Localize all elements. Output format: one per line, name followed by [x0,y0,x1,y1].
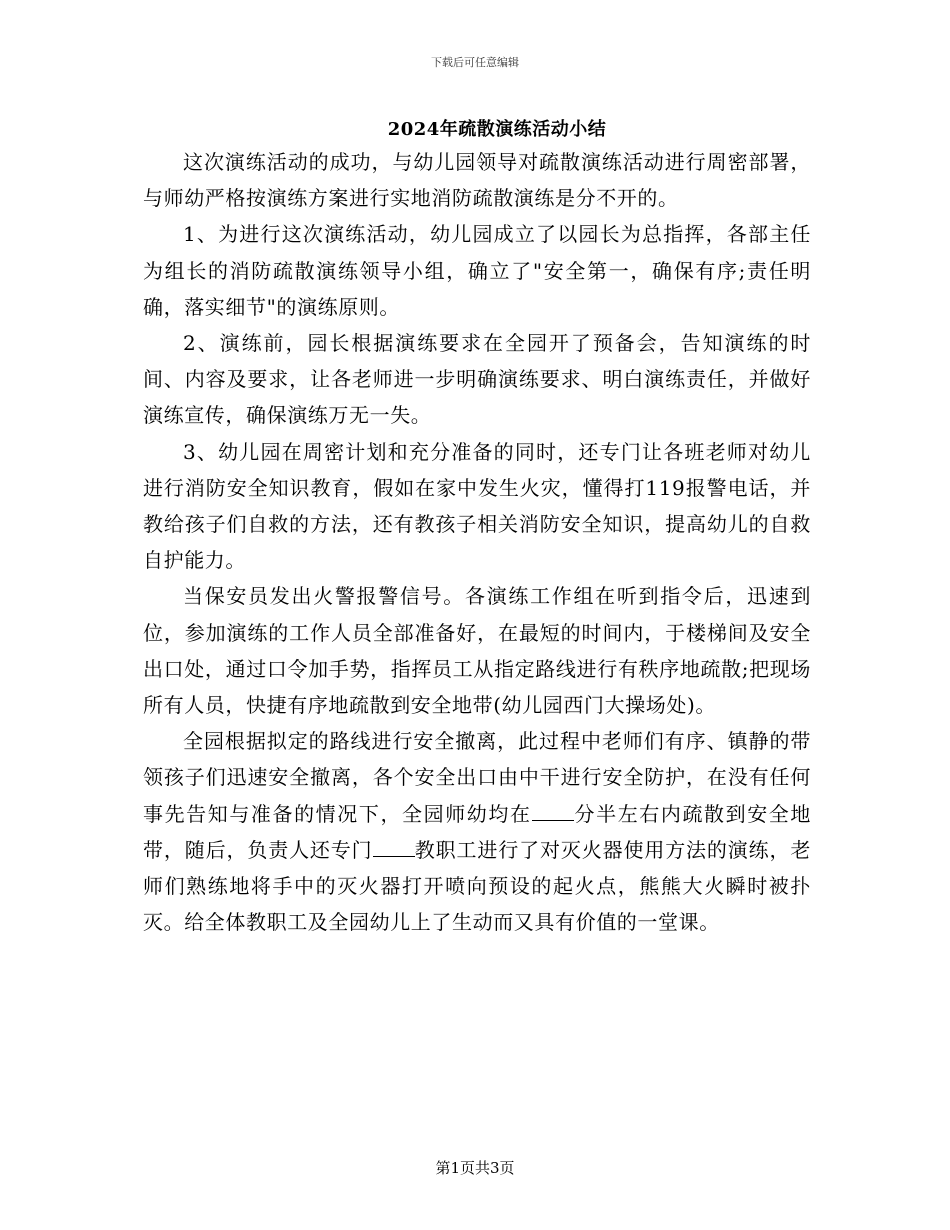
document-title: 2024年疏散演练活动小结 [387,119,607,140]
paragraph-intro: 这次演练活动的成功，与幼儿园领导对疏散演练活动进行周密部署，与师幼严格按演练方案进行实地消防疏散演练是分不开的。 [143,150,811,211]
paragraph-1: 1、为进行这次演练活动，幼儿园成立了以园长为总指挥，各部主任为组长的消防疏散演练领导小组，确立了"安全第一，确保有序;责任明确，落实细节"的演练原则。 [143,222,811,319]
document-body [143,144,811,940]
paragraph-5-part1: 全园根据拟定的路线进行安全撤离，此过程中老师们有序、镇静的带领孩子们迅速安全撤离，各个安全出口由中干进行安全防护，在没有任何事先告知与准备的情况下，全园师幼均在 [143,729,811,826]
page-indicator: 第1页共3页 [435,1159,515,1177]
fill-in-blank-1 [532,802,574,821]
paragraph-2: 2、演练前，园长根据演练要求在全园开了预备会，告知演练的时间、内容及要求，让各老师进一步明确演练要求、明白演练责任，并做好演练宣传，确保演练万无一失。 [143,331,811,428]
paragraph-5-part2: 分半左右内疏散到安全地带，随后，负责人还专门 [143,801,811,862]
paragraph-5-part3: 教职工进行了对灭火器使用方法的演练，老师们熟练地将手中的灭火器打开喷向预设的起火点，熊熊大火瞬时被扑灭。给全体教职工及全园幼儿上了生动而又具有价值的一堂课。 [143,837,811,935]
paragraph-5 [143,723,811,940]
fill-in-blank-2 [373,838,415,857]
header-note: 下载后可任意编辑 [431,56,519,69]
paragraph-3: 3、幼儿园在周密计划和充分准备的同时，还专门让各班老师对幼儿进行消防安全知识教育，假如在家中发生火灾，懂得打119报警电话，并教给孩子们自救的方法，还有教孩子相关消防安全知识，提高幼儿的自救自护能力。 [143,439,811,573]
paragraph-4: 当保安员发出火警报警信号。各演练工作组在听到指令后，迅速到位，参加演练的工作人员全部准备好，在最短的时间内，于楼梯间及安全出口处，通过口令加手势，指挥员工从指定路线进行有秩序地疏散;把现场所有人员，快捷有序地疏散到安全地带(幼儿园西门大操场处)。 [143,584,811,718]
